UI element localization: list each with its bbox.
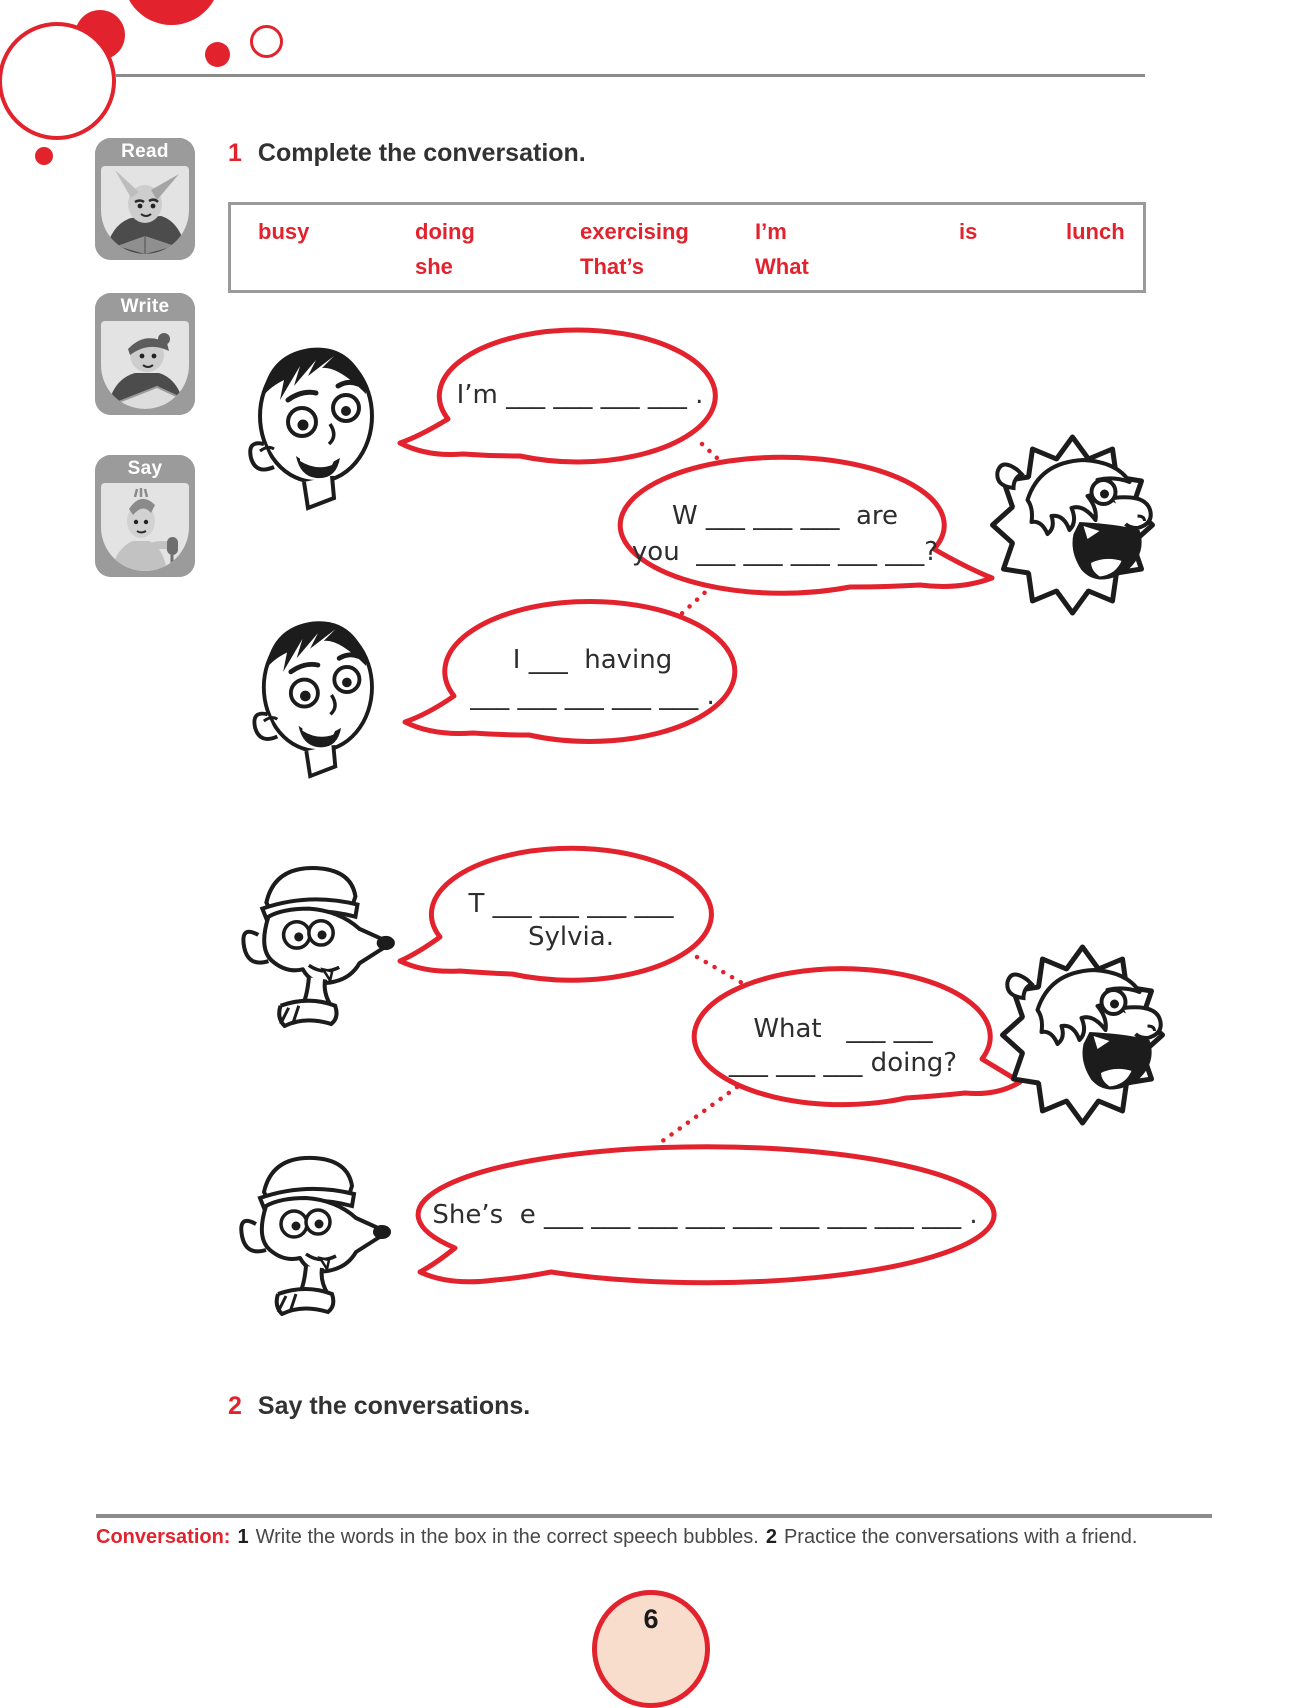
exercise1-heading bbox=[228, 139, 586, 168]
footer-step1-text: Write the words in the box in the correct speech bubbles. bbox=[255, 1526, 759, 1548]
bubble2-text bbox=[630, 498, 940, 570]
page-number-circle bbox=[592, 1590, 710, 1708]
exercise1-number: 1 bbox=[228, 139, 242, 167]
word-lunch: lunch bbox=[1066, 219, 1125, 244]
boy-character-icon bbox=[236, 336, 390, 512]
badge-read bbox=[95, 138, 195, 260]
top-rule bbox=[115, 74, 1145, 77]
badge-write-label: Write bbox=[120, 296, 170, 317]
badge-say-label: Say bbox=[127, 458, 163, 479]
bubble3-line1: I ___ having bbox=[512, 645, 673, 675]
exercise2-heading bbox=[228, 1392, 530, 1421]
lion-character-icon bbox=[985, 428, 1160, 618]
boy-character-icon bbox=[240, 610, 390, 780]
bubble3-text bbox=[450, 642, 735, 714]
exercise1-title: Complete the conversation. bbox=[257, 139, 586, 167]
word-box bbox=[228, 202, 1146, 293]
bubble6-line1: She’s e ___ ___ ___ ___ ___ ___ ___ ___ ___ . bbox=[432, 1200, 978, 1230]
footer-step2-text: Practice the conversations with a friend. bbox=[783, 1526, 1138, 1548]
read-character-image bbox=[101, 166, 189, 254]
word-she: she bbox=[415, 254, 453, 279]
bubble6-text bbox=[420, 1197, 990, 1233]
bubble1-line1: I’m ___ ___ ___ ___ . bbox=[456, 380, 704, 410]
lion-character-icon bbox=[995, 938, 1170, 1128]
badge-say bbox=[95, 455, 195, 577]
badge-read-label: Read bbox=[121, 141, 169, 162]
footer-instructions bbox=[96, 1526, 1144, 1549]
bubble4-line2: Sylvia. bbox=[528, 922, 614, 952]
bubble2-line1: W ___ ___ ___ are bbox=[671, 501, 899, 531]
bubble3-line2: ___ ___ ___ ___ ___ . bbox=[470, 681, 715, 711]
exercise2-title: Say the conversations. bbox=[257, 1392, 531, 1420]
bubble5-line2: ___ ___ ___ doing? bbox=[728, 1048, 958, 1078]
mouse-character-icon bbox=[238, 856, 400, 1028]
decor-circle-small-outline bbox=[250, 25, 283, 58]
decor-circle-large-filled bbox=[123, 0, 220, 25]
footer-step2-number: 2 bbox=[765, 1526, 777, 1548]
footer-label: Conversation: bbox=[96, 1526, 231, 1548]
word-busy: busy bbox=[258, 219, 310, 244]
decor-circle-large-outline bbox=[0, 22, 116, 140]
decor-circle-dot bbox=[35, 147, 53, 165]
mouse-character-icon bbox=[236, 1146, 396, 1316]
word-doing: doing bbox=[415, 219, 475, 244]
word-im: I’m bbox=[755, 219, 787, 244]
bubble4-text bbox=[435, 888, 707, 954]
decor-circle-small-filled bbox=[205, 42, 230, 67]
footer-rule bbox=[96, 1514, 1212, 1518]
bubble2-line2: you ___ ___ ___ ___ ___? bbox=[631, 537, 939, 567]
word-thats: That’s bbox=[580, 254, 644, 279]
bubble1-text bbox=[440, 377, 720, 413]
exercise2-number: 2 bbox=[228, 1392, 242, 1420]
word-exercising: exercising bbox=[580, 219, 689, 244]
badge-write bbox=[95, 293, 195, 415]
say-character-image bbox=[101, 483, 189, 571]
write-character-image bbox=[101, 321, 189, 409]
bubble5-line1: What ___ ___ bbox=[753, 1014, 933, 1044]
page-number: 6 bbox=[643, 1604, 659, 1634]
word-is: is bbox=[959, 219, 978, 244]
footer-step1-number: 1 bbox=[237, 1526, 249, 1548]
word-what: What bbox=[755, 254, 809, 279]
bubble4-line1: T ___ ___ ___ ___ bbox=[468, 889, 674, 919]
bubble5-text bbox=[700, 1012, 986, 1080]
